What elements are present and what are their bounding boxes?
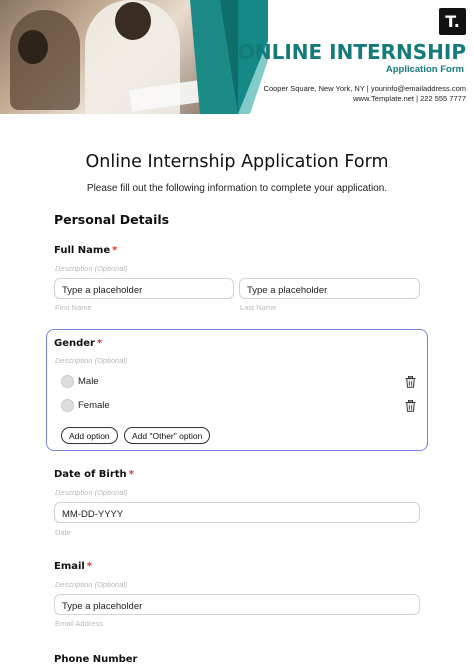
last-name-input[interactable]: Type a placeholder [239, 278, 420, 299]
full-name-description[interactable]: Description (Optional) [55, 264, 128, 273]
radio-icon[interactable] [61, 375, 74, 388]
gender-label [54, 338, 102, 349]
required-marker: * [128, 469, 134, 480]
gender-label-text: Gender [54, 338, 95, 349]
contact-web-phone: www.Template.net | 222 555 7777 [353, 94, 466, 103]
add-other-option-button[interactable]: Add "Other" option [124, 427, 210, 444]
required-marker: * [112, 245, 118, 256]
brand-title: ONLINE INTERNSHIP [237, 40, 466, 64]
dob-label-text: Date of Birth [54, 469, 127, 480]
contact-address-email: Cooper Square, New York, NY | yourinfo@emailaddress.com [263, 84, 466, 93]
dob-input[interactable]: MM-DD-YYYY [54, 502, 420, 523]
dob-description[interactable]: Description (Optional) [55, 488, 128, 497]
email-label-text: Email [54, 561, 85, 572]
email-sublabel: Email Address [55, 619, 103, 628]
trash-icon[interactable] [405, 400, 416, 412]
radio-icon[interactable] [61, 399, 74, 412]
form-title: Online Internship Application Form [85, 152, 389, 172]
required-marker: * [96, 338, 103, 349]
required-marker: * [86, 561, 93, 572]
form-description: Please fill out the following information to complete your application. [86, 183, 388, 194]
gender-description[interactable]: Description (Optional) [55, 356, 128, 365]
option-label[interactable]: Female [78, 400, 110, 411]
email-description[interactable]: Description (Optional) [55, 580, 128, 589]
header-banner [0, 0, 474, 114]
full-name-label [54, 245, 117, 256]
email-input[interactable]: Type a placeholder [54, 594, 420, 615]
trash-icon[interactable] [405, 376, 416, 388]
add-option-button[interactable]: Add option [61, 427, 118, 444]
section-personal-details: Personal Details [54, 212, 170, 227]
dob-sublabel: Date [55, 528, 71, 537]
full-name-label-text: Full Name [54, 245, 111, 256]
phone-label: Phone Number [54, 654, 138, 665]
email-label [54, 561, 92, 572]
option-label[interactable]: Male [78, 376, 99, 387]
last-name-sublabel: Last Name [240, 303, 277, 312]
first-name-input[interactable]: Type a placeholder [54, 278, 234, 299]
first-name-sublabel: First Name [55, 303, 92, 312]
template-logo: T. [439, 8, 466, 35]
dob-label [54, 469, 134, 480]
brand-subtitle: Application Form [385, 64, 464, 75]
